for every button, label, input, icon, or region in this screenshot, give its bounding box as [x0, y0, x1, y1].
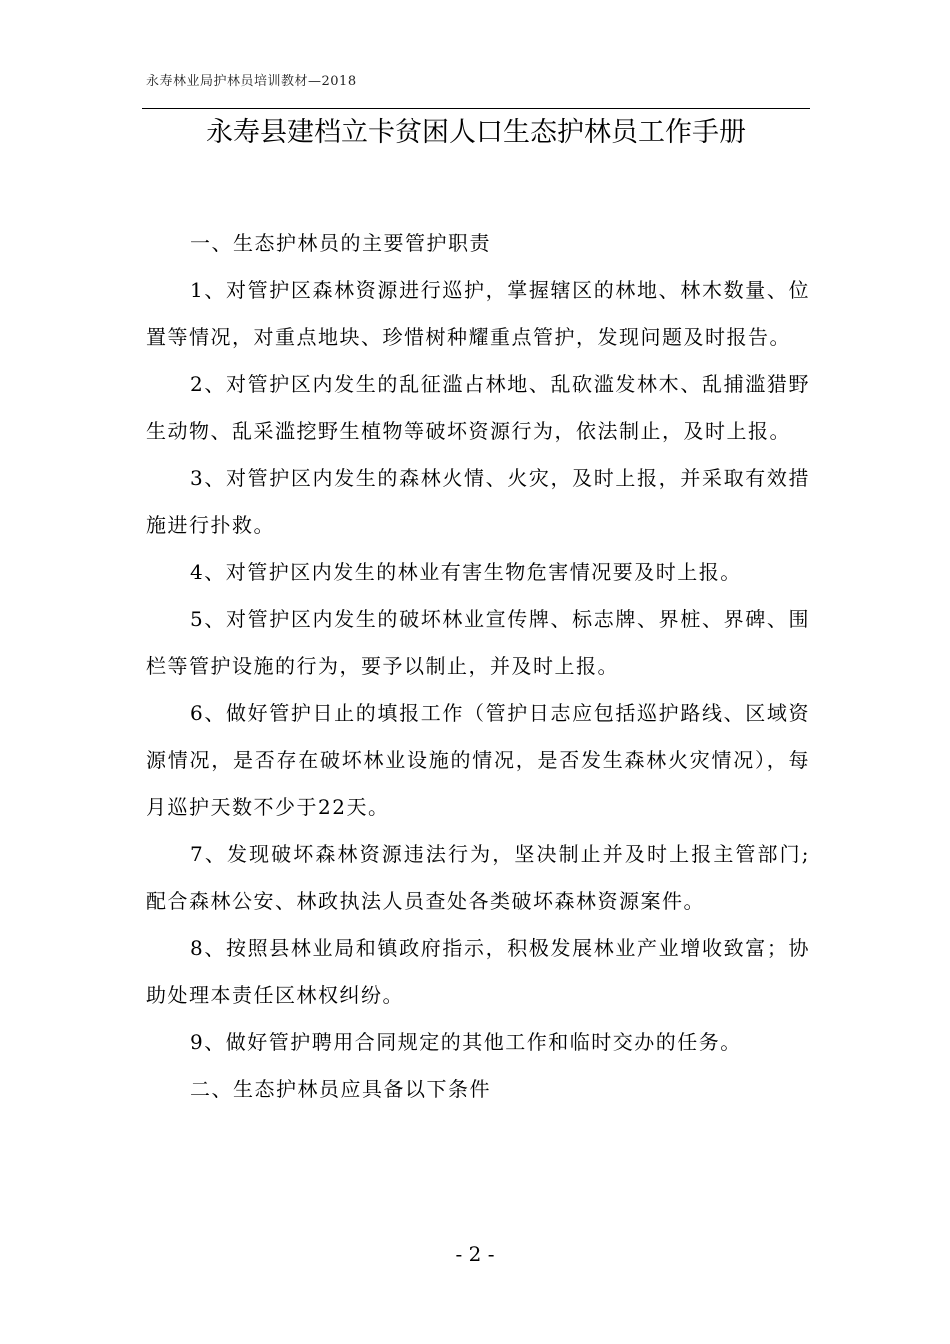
paragraph-duty-3: 3、对管护区内发生的森林火情、火灾，及时上报，并采取有效措施进行扑救。 [146, 466, 810, 537]
header-divider [142, 108, 810, 109]
paragraph-duty-1: 1、对管护区森林资源进行巡护，掌握辖区的林地、林木数量、位置等情况，对重点地块、珍惜树种耀重点管护，发现问题及时报告。 [146, 278, 810, 349]
section-heading-2: 二、生态护林员应具备以下条件 [190, 1077, 491, 1101]
page-number: - 2 - [455, 1242, 495, 1266]
paragraph-duty-5: 5、对管护区内发生的破坏林业宣传牌、标志牌、界桩、界碑、围栏等管护设施的行为，要予以制止，并及时上报。 [146, 607, 810, 678]
paragraph-duty-9: 9、做好管护聘用合同规定的其他工作和临时交办的任务。 [190, 1030, 742, 1054]
running-header: 永寿林业局护林员培训教材—2018 [146, 74, 357, 89]
paragraph-duty-8: 8、按照县林业局和镇政府指示，积极发展林业产业增收致富；协助处理本责任区林权纠纷。 [146, 936, 810, 1007]
paragraph-duty-7: 7、发现破坏森林资源违法行为，坚决制止并及时上报主管部门;配合森林公安、林政执法人员查处各类破坏森林资源案件。 [146, 842, 810, 913]
document-body [146, 220, 810, 1113]
page-title: 永寿县建档立卡贫困人口生态护林员工作手册 [206, 117, 746, 148]
paragraph-duty-6: 6、做好管护日止的填报工作（管护日志应包括巡护路线、区域资源情况，是否存在破坏林业设施的情况，是否发生森林火灾情况），每月巡护天数不少于22天。 [146, 701, 810, 819]
section-heading-1: 一、生态护林员的主要管护职责 [190, 231, 491, 255]
paragraph-duty-2: 2、对管护区内发生的乱征滥占林地、乱砍滥发林木、乱捕滥猎野生动物、乱采滥挖野生植物等破坏资源行为，依法制止，及时上报。 [146, 372, 810, 443]
paragraph-duty-4: 4、对管护区内发生的林业有害生物危害情况要及时上报。 [190, 560, 742, 584]
